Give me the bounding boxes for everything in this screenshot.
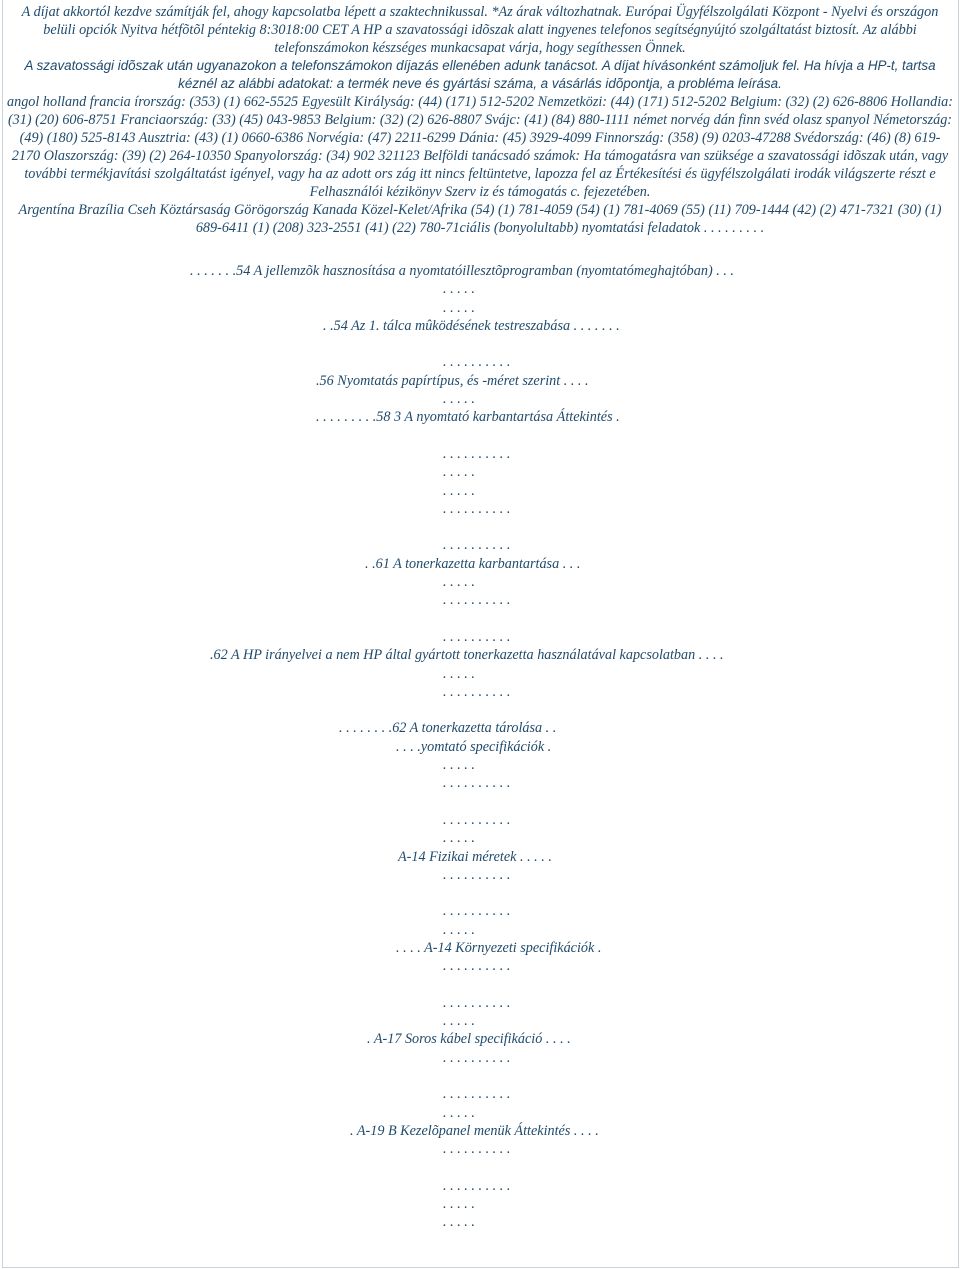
toc-line: [0, 793, 960, 811]
toc-line-text: . . . . .: [443, 830, 475, 847]
table-of-contents: [0, 262, 960, 1232]
toc-line-text: . . . . . . . . . .: [443, 1177, 511, 1194]
toc-line: [0, 628, 960, 646]
toc-line-text: . . . . . . . . . .: [443, 1141, 511, 1158]
toc-line: [0, 738, 960, 756]
toc-line: [0, 1030, 960, 1048]
toc-line: [0, 518, 960, 536]
toc-line: [0, 280, 960, 298]
toc-line-text: . . . . .: [443, 921, 475, 938]
toc-line: [0, 1177, 960, 1195]
toc-line: [0, 866, 960, 884]
toc-line-text: . . . . . . .54 A jellemzõk hasznosítása a nyomtatóillesztõprogramban (nyomtatómeghajtóban) . . .: [190, 263, 734, 279]
toc-line-text: . .54 Az 1. tálca mûködésének testreszabása . . . . . . .: [323, 317, 620, 334]
toc-line-text: .56 Nyomtatás papírtípus, és -méret szerint . . . .: [316, 372, 589, 389]
toc-line: [0, 646, 960, 664]
toc-line-text: . . . . . . . . . .: [443, 592, 511, 609]
toc-line: [0, 848, 960, 866]
toc-line: [0, 774, 960, 792]
toc-line: [0, 902, 960, 920]
toc-line-text: . . . . . . . . . .: [443, 683, 511, 700]
toc-line-text: . . . . . . . . . .: [443, 1086, 511, 1103]
toc-line-text: . . . . .: [443, 482, 475, 499]
toc-line-text: . . . . .: [443, 299, 475, 316]
toc-line-text: . . . . .: [443, 665, 475, 682]
toc-line-text: . . . . .: [443, 391, 475, 408]
toc-line: [0, 1122, 960, 1140]
toc-line-text: . . . . A-14 Környezeti specifikációk .: [396, 939, 602, 956]
intro-phone-list: angol holland francia írország: (353) (1) 662-5525 Egyesült Királyság: (44) (171) 512-5202 Nemzetközi: (44) (171) 512-5202 Belgium: (32) (2) 626-8806 Hollandia: (31) (20) 606-8751 Franciaország: (33) (45) 043-9853 Belgium: (32) (2) 626-8807 Svájc: (41) (84) 880-1111 német norvég dán finn svéd olasz spanyol Németország: (49) (180) 525-8143 Ausztria: (43) (1) 0660-6386 Norvégia: (47) 2211-6299 Dánia: (45) 3929-4099 Finnország: (358) (9) 0203-47288 Svédország: (46) (8) 619-2170 Olaszország: (39) (2) 264-10350 Spanyolország: (34) 902 321123 Belföldi tanácsadó számok: Ha támogatásra van szüksége a szavatossági idõszak után, vagy további termékjavítási szolgáltatást igényel, vagy ha az adott ors zág itt nincs feltüntetve, lapozza fel az Értékesítési és ügyfélszolgálati irodák világszerte részt e Felhasználói kézikönyv Szerv iz és támogatás c. fejezetében.: [7, 94, 953, 200]
intro-paragraph-4: Argentína Brazília Cseh Köztársaság Görögország Kanada Közel-Kelet/Afrika (54) (1) 781-4059 (54) (1) 781-4069 (55) (11) 709-1444 (42) (2) 471-7321 (30) (1) 689-6411 (1) (208) 323-2551 (41) (22) 780-71ciális (bonyolultabb) nyomtatási feladatok . . . . . . . . .: [18, 202, 942, 236]
toc-line-text: . . . . . . . .62 A tonerkazetta tárolása . .: [339, 720, 557, 737]
toc-line: [0, 665, 960, 683]
toc-line: [0, 390, 960, 408]
toc-line: [0, 683, 960, 701]
toc-line-text: . . . . . . . . . .: [443, 866, 511, 883]
toc-line-text: . . . . .: [443, 1013, 475, 1030]
toc-line-text: . . . . . . . . . .: [443, 628, 511, 645]
toc-line: [0, 976, 960, 994]
toc-line: [0, 573, 960, 591]
toc-line: [0, 1049, 960, 1067]
toc-line-text: . . . . .: [443, 757, 475, 774]
toc-line-text: A-14 Fizikai méretek . . . . .: [398, 848, 552, 865]
toc-line: [0, 335, 960, 353]
toc-line-text: . . . . . . . . . .: [443, 1049, 511, 1066]
toc-line-text: . . . . . . . . .58 3 A nyomtató karbantartása Áttekintés .: [316, 409, 620, 426]
toc-line: [0, 1159, 960, 1177]
toc-line-text: . . . . .: [443, 574, 475, 591]
toc-line: [0, 756, 960, 774]
toc-line: [0, 1140, 960, 1158]
toc-line-text: . . . . . . . . . .: [443, 903, 511, 920]
toc-line-text: .62 A HP irányelvei a nem HP által gyártott tonerkazetta használatával kapcsolatban . . . .: [210, 647, 724, 664]
toc-line: [0, 719, 960, 737]
toc-line-text: . . . . . . . . . .: [443, 811, 511, 828]
toc-line: [0, 536, 960, 554]
toc-line-text: . . . . .: [443, 1104, 475, 1121]
toc-line: [0, 1012, 960, 1030]
toc-line: [0, 957, 960, 975]
toc-line-text: . . . . . . . . . .: [443, 958, 511, 975]
toc-line: [0, 372, 960, 390]
toc-line: [0, 482, 960, 500]
toc-line: [0, 829, 960, 847]
toc-line: [0, 463, 960, 481]
toc-line: [0, 500, 960, 518]
toc-line-text: . A-19 B Kezelõpanel menük Áttekintés . . . .: [350, 1122, 599, 1139]
toc-line-text: . . . . .: [443, 1196, 475, 1213]
toc-line: [0, 299, 960, 317]
intro-paragraph-1: A díjat akkortól kezdve számítják fel, ahogy kapcsolatba lépett a szaktechnikussal. *Az árak változhatnak. Európai Ügyfélszolgálati Központ - Nyelvi és országon belüli opciók Nyitva hétfõtõl péntekig 8:3018:00 CET A HP a szavatossági idõszak alatt ingyenes telefonos segítségnyújtó szolgáltatást biztosít. Az alábbi telefonszámokon készséges munkacsapat várja, hogy segíthessen Önnek.: [21, 4, 939, 56]
toc-line-text: . A-17 Soros kábel specifikáció . . . .: [367, 1031, 571, 1048]
toc-line: [0, 353, 960, 371]
toc-line-text: . .61 A tonerkazetta karbantartása . . .: [365, 555, 581, 572]
toc-line-text: . . . . . . . . . .: [443, 994, 511, 1011]
toc-line: [0, 555, 960, 573]
toc-line: [0, 994, 960, 1012]
toc-line-text: . . . . . . . . . .: [443, 354, 511, 371]
intro-text: [6, 3, 954, 237]
toc-line: [0, 811, 960, 829]
toc-line-text: . . . . .: [443, 464, 475, 481]
toc-line-text: . . . . .: [443, 281, 475, 298]
toc-line: [0, 427, 960, 445]
toc-line-text: . . . . .: [443, 1214, 475, 1231]
toc-line: [0, 884, 960, 902]
toc-line-text: . . . . . . . . . .: [443, 775, 511, 792]
toc-line: [0, 1213, 960, 1231]
toc-line-text: . . . . . . . . . .: [443, 445, 511, 462]
toc-line: [0, 1195, 960, 1213]
toc-line: [0, 591, 960, 609]
toc-line: [0, 445, 960, 463]
toc-line-text: . . . . . . . . . .: [443, 500, 511, 517]
toc-line: [0, 701, 960, 719]
toc-line: [0, 408, 960, 426]
toc-line: [0, 1085, 960, 1103]
toc-line-text: . . . . . . . . . .: [443, 537, 511, 554]
toc-line: [0, 921, 960, 939]
toc-line: [0, 1067, 960, 1085]
toc-line-text: . . . .yomtató specifikációk .: [396, 738, 552, 755]
toc-line: [0, 262, 960, 280]
toc-line: [0, 939, 960, 957]
toc-line: [0, 610, 960, 628]
toc-line: [0, 1104, 960, 1122]
intro-paragraph-2: A szavatossági idõszak után ugyanazokon a telefonszámokon díjazás ellenében adunk tanácsot. A díjat hívásonként számoljuk fel. Ha hívja a HP-t, tartsa kéznél az alábbi adatokat: a termék neve és gyártási száma, a vásárlás idõpontja, a probléma leírása.: [24, 58, 936, 91]
toc-line: [0, 317, 960, 335]
